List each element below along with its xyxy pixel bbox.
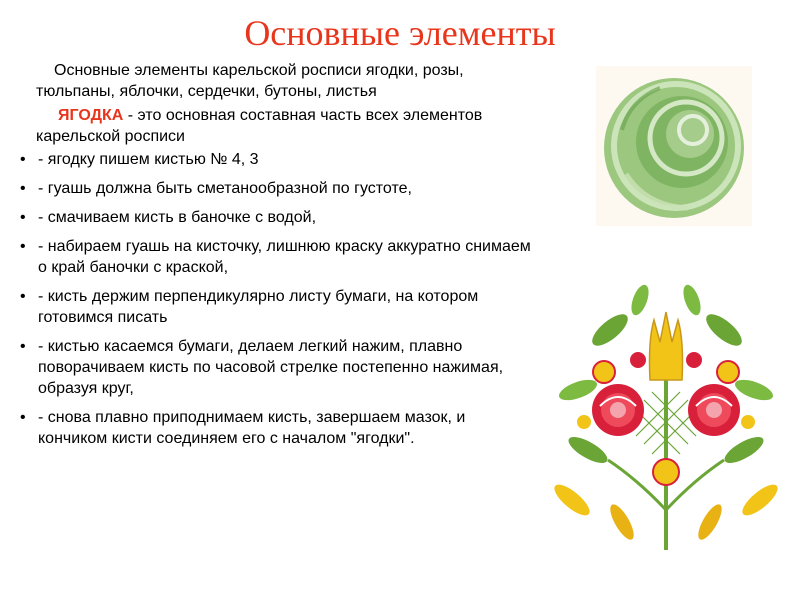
steps-list [24, 149, 536, 449]
slide-title: Основные элементы [244, 13, 556, 53]
list-item: • - кистью касаемся бумаги, делаем легкий нажим, плавно поворачиваем кисть по часовой стрелке постепенно нажимая, образуя круг, [24, 336, 536, 399]
list-item: • - гуашь должна быть сметанообразной по густоте, [24, 178, 536, 199]
list-item: • - кисть держим перпендикулярно листу бумаги, на котором готовимся писать [24, 286, 536, 328]
list-item: • - ягодку пишем кистью № 4, 3 [24, 149, 536, 170]
definition-text: - это основная составная часть всех элементов карельской росписи [36, 107, 483, 145]
list-item: • - набираем гуашь на кисточку, лишнюю краску аккуратно снимаем о край баночки с краской, [24, 236, 536, 278]
definition-term: ЯГОДКА [58, 107, 124, 124]
slide-body [24, 60, 536, 457]
list-item: • - снова плавно приподнимаем кисть, завершаем мазок, и кончиком кисти соединяем его с началом "ягодки". [24, 407, 536, 449]
karelian-floral-bouquet-image [548, 260, 784, 560]
list-item: • - смачиваем кисть в баночке с водой, [24, 207, 536, 228]
green-berry-brushstroke-image [596, 66, 752, 226]
definition-paragraph [24, 105, 536, 147]
intro-paragraph: Основные элементы карельской росписи ягодки, розы, тюльпаны, яблочки, сердечки, бутоны, листья [36, 62, 464, 100]
